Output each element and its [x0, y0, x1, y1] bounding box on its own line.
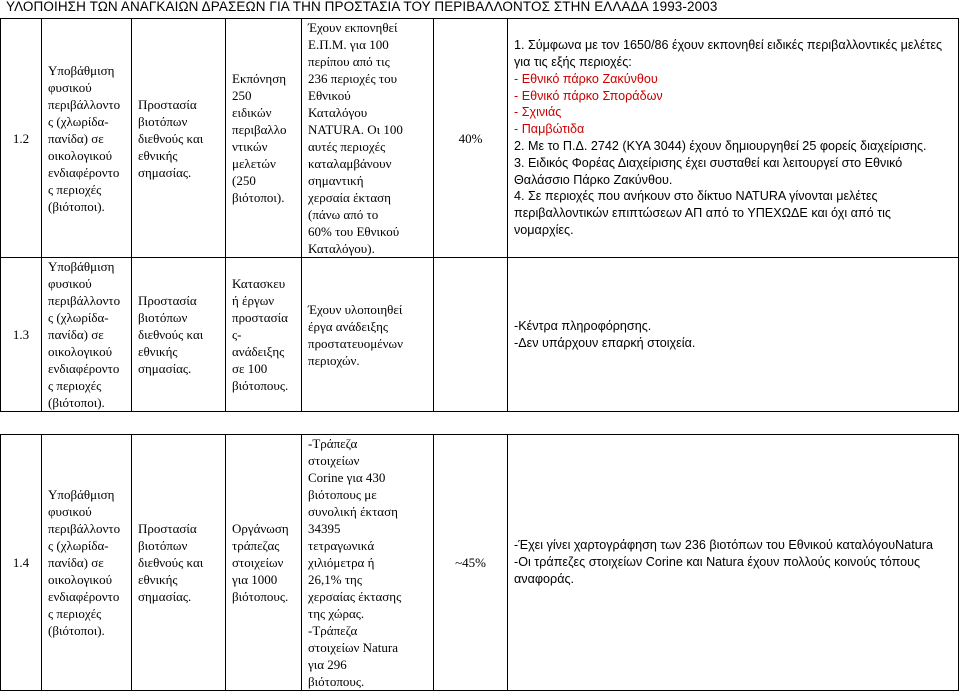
goal-cell: Προστασία βιοτόπων διεθνούς και εθνικής σημασίας. — [132, 435, 226, 691]
action-cell: Οργάνωση τράπεζας στοιχείων για 1000 βιότοπους. — [226, 435, 302, 691]
note-line: -Έχει γίνει χαρτογράφηση των 236 βιοτόπων του Εθνικού καταλόγουNatura — [514, 538, 933, 553]
row-number: 1.2 — [1, 19, 42, 258]
note-line: 3. Ειδικός Φορέας Διαχείρισης έχει συσταθεί και λειτουργεί στο Εθνικό Θαλάσσιο Πάρκο Ζακύνθου. — [514, 155, 903, 187]
result-cell: Έχουν εκπονηθεί Ε.Π.Μ. για 100 περίπου από τις 236 περιοχές του Εθνικού Καταλόγου NATURA. Οι 100 αυτές περιοχές καταλαμβάνουν σημαντική χερσαία έκταση (πάνω από το 60% του Εθνικού Καταλόγου). — [302, 19, 434, 258]
notes-cell — [508, 258, 959, 412]
area-item: - Εθνικό πάρκο Σποράδων — [514, 88, 663, 103]
problem-cell: Υποβάθμιση φυσικού περιβάλλοντο ς (χλωρίδα- πανίδα) σε οικολογικού ενδιαφέροντο ς περιοχές (βιότοποι). — [42, 258, 132, 412]
completion-percent — [434, 258, 508, 412]
action-cell: Εκπόνηση 250 ειδικών περιβαλλο ντικών μελετών (250 βιότοποι). — [226, 19, 302, 258]
actions-table — [0, 18, 959, 691]
area-item: - Εθνικό πάρκο Ζακύνθου — [514, 71, 658, 86]
problem-cell: Υποβάθμιση φυσικού περιβάλλοντο ς (χλωρίδα- πανίδα) σε οικολογικού ενδιαφέροντο ς περιοχές (βιότοποι). — [42, 19, 132, 258]
table-row — [1, 258, 959, 412]
row-number: 1.4 — [1, 435, 42, 691]
problem-cell: Υποβάθμιση φυσικού περιβάλλοντο ς (χλωρίδα- πανίδα) σε οικολογικού ενδιαφέροντο ς περιοχές (βιότοποι). — [42, 435, 132, 691]
note-line: 2. Με το Π.Δ. 2742 (ΚΥΑ 3044) έχουν δημιουργηθεί 25 φορείς διαχείρισης. — [514, 139, 927, 153]
table-row — [1, 19, 959, 258]
area-item: - Σχινιάς — [514, 105, 562, 120]
action-cell: Κατασκευ ή έργων προστασία ς- ανάδειξης σε 100 βιότοπους. — [226, 258, 302, 412]
completion-percent: ~45% — [434, 435, 508, 691]
note-line: 1. Σύμφωνα με τον 1650/86 έχουν εκπονηθεί ειδικές περιβαλλοντικές μελέτες για τις εξής περιοχές: — [514, 38, 943, 70]
goal-cell: Προστασία βιοτόπων διεθνούς και εθνικής σημασίας. — [132, 258, 226, 412]
table-row — [1, 435, 959, 691]
note-line: -Δεν υπάρχουν επαρκή στοιχεία. — [514, 335, 696, 350]
notes-cell — [508, 435, 959, 691]
result-cell: Έχουν υλοποιηθεί έργα ανάδειξης προστατευομένων περιοχών. — [302, 258, 434, 412]
note-line: -Οι τράπεζες στοιχείων Corine και Natura έχουν πολλούς κοινούς τόπους αναφοράς. — [514, 555, 921, 586]
note-line: -Κέντρα πληροφόρησης. — [514, 318, 652, 333]
completion-percent: 40% — [434, 19, 508, 258]
notes-cell — [508, 19, 959, 258]
result-cell: -Τράπεζα στοιχείων Corine για 430 βιότοπους με συνολική έκταση 34395 τετραγωνικά χιλιόμετρα ή 26,1% της χερσαίας έκτασης της χώρας. -Τράπεζα στοιχείων Natura για 296 βιότοπους. — [302, 435, 434, 691]
note-line: 4. Σε περιοχές που ανήκουν στο δίκτυο NATURA γίνονται μελέτες περιβαλλοντικών επιπτώσεων ΑΠ από το ΥΠΕΧΩΔΕ και όχι από τις νομαρχίες. — [514, 189, 891, 237]
row-number: 1.3 — [1, 258, 42, 412]
page-gap — [1, 412, 959, 435]
goal-cell: Προστασία βιοτόπων διεθνούς και εθνικής σημασίας. — [132, 19, 226, 258]
page-title: ΥΛΟΠΟΙΗΣΗ ΤΩΝ ΑΝΑΓΚΑΙΩΝ ΔΡΑΣΕΩΝ ΓΙΑ ΤΗΝ ΠΡΟΣΤΑΣΙΑ ΤΟΥ ΠΕΡΙΒΑΛΛΟΝΤΟΣ ΣΤΗΝ ΕΛΛΑΔΑ 1993-2003 — [6, 0, 718, 14]
area-item: - Παμβώτιδα — [514, 122, 585, 137]
